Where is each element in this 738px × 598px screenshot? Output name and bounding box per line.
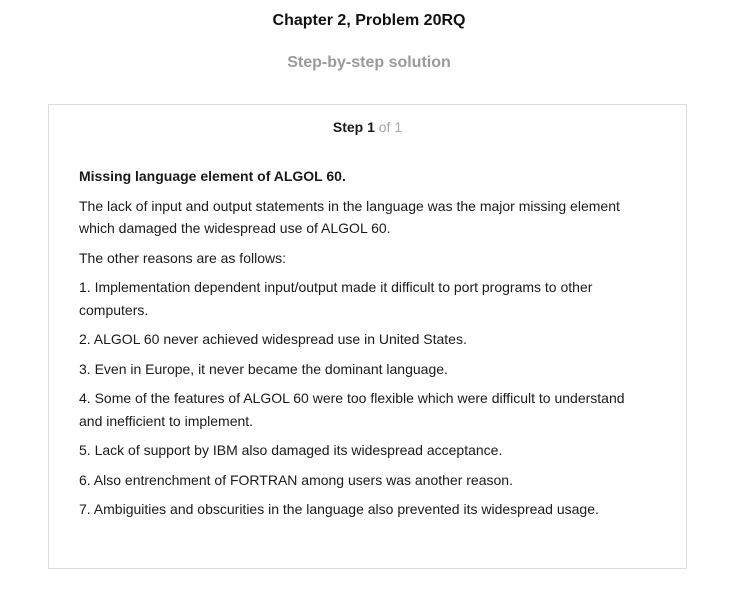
solution-paragraph: 7. Ambiguities and obscurities in the language also prevented its widespread usage.: [79, 501, 599, 517]
solution-subtitle: Step-by-step solution: [287, 54, 451, 71]
solution-paragraph: 2. ALGOL 60 never achieved widespread use in United States.: [79, 331, 467, 347]
solution-paragraph: 6. Also entrenchment of FORTRAN among users was another reason.: [79, 471, 513, 488]
step-indicator: [49, 118, 686, 136]
solution-paragraph: The lack of input and output statements in the language was the major missing element which damaged the widespread use of ALGOL 60.: [79, 197, 620, 236]
solution-paragraph: 4. Some of the features of ALGOL 60 were too flexible which were difficult to understand and inefficient to implement.: [79, 390, 625, 429]
solution-paragraph: 1. Implementation dependent input/output made it difficult to port programs to other computers.: [79, 279, 593, 318]
solution-content: [79, 165, 649, 528]
solution-paragraph: 5. Lack of support by IBM also damaged its widespread acceptance.: [79, 442, 503, 458]
solution-card: [48, 104, 687, 569]
solution-heading: Missing language element of ALGOL 60.: [79, 168, 346, 184]
step-label: Step 1: [332, 119, 375, 135]
step-total: of 1: [378, 119, 403, 135]
solution-paragraph: The other reasons are as follows:: [79, 249, 286, 266]
solution-paragraph: 3. Even in Europe, it never became the dominant language.: [79, 360, 448, 377]
page-title: Chapter 2, Problem 20RQ: [272, 12, 466, 29]
